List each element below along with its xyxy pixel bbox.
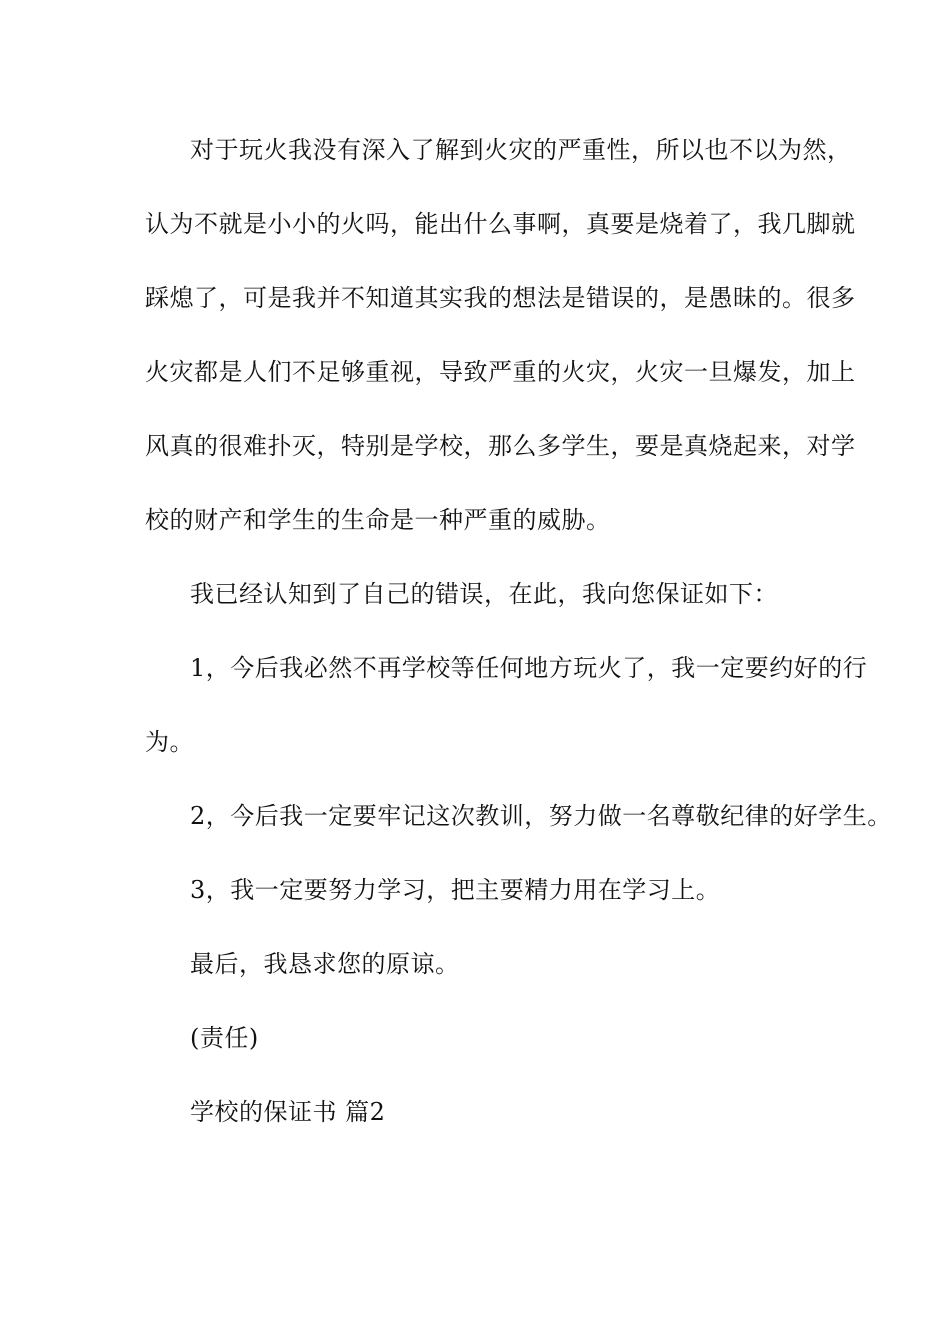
signature-line: (责任) [190, 1024, 259, 1052]
paragraph-line: 校的财产和学生的生命是一种严重的威胁。 [145, 506, 611, 534]
paragraph-line: 风真的很难扑灭，特别是学校，那么多学生，要是真烧起来，对学 [145, 432, 856, 460]
paragraph-line: 我已经认知到了自己的错误，在此，我向您保证如下： [190, 580, 778, 608]
closing-line: 最后，我恳求您的原谅。 [190, 950, 460, 978]
paragraph-line: 对于玩火我没有深入了解到火灾的严重性，所以也不以为然， [190, 136, 852, 164]
paragraph-line: 火灾都是人们不足够重视，导致严重的火灾，火灾一旦爆发，加上 [145, 358, 856, 386]
list-item-line: 2，今后我一定要牢记这次教训，努力做一名尊敬纪律的好学生。 [190, 802, 892, 830]
list-item-line: 为。 [145, 728, 194, 756]
list-item-line: 1，今后我必然不再学校等任何地方玩火了，我一定要约好的行 [190, 654, 868, 682]
paragraph-line: 踩熄了，可是我并不知道其实我的想法是错误的，是愚昧的。很多 [145, 284, 856, 312]
paragraph-line: 认为不就是小小的火吗，能出什么事啊，真要是烧着了，我几脚就 [145, 210, 856, 238]
section-title: 学校的保证书 篇2 [190, 1098, 386, 1126]
list-item-line: 3，我一定要努力学习，把主要精力用在学习上。 [190, 876, 721, 904]
